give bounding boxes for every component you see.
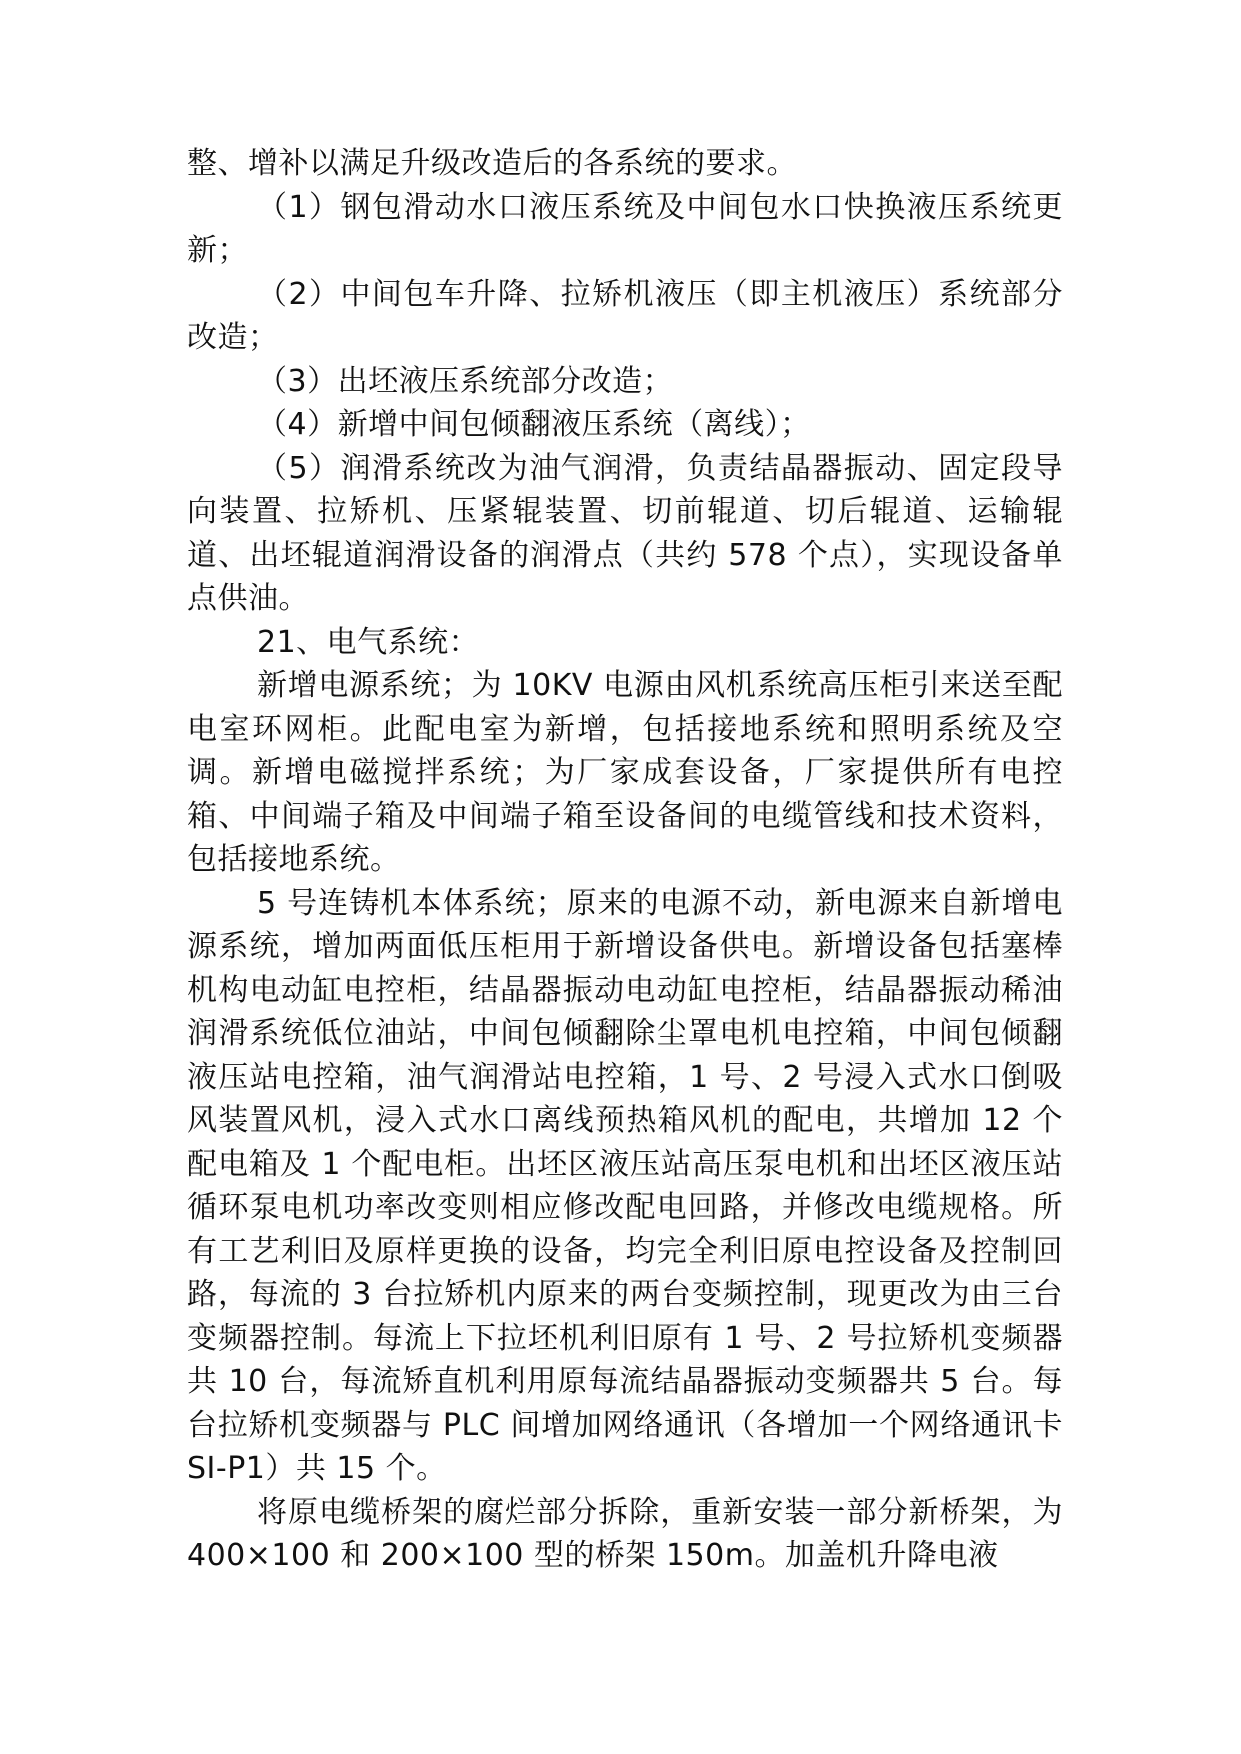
paragraph-power-system: 新增电源系统；为 10KV 电源由风机系统高压柜引来送至配电室环网柜。此配电室为新增，包括接地系统和照明系统及空调。新增电磁搅拌系统；为厂家成套设备，厂家提供所有电控箱、中间端子箱及中间端子箱至设备间的电缆管线和技术资料，包括接地系统。 bbox=[187, 668, 1063, 877]
paragraph-item-2: （2）中间包车升降、拉矫机液压（即主机液压）系统部分改造； bbox=[187, 276, 1063, 355]
paragraph-item-4: （4）新增中间包倾翻液压系统（离线）； bbox=[257, 407, 811, 442]
paragraph-item-1: （1）钢包滑动水口液压系统及中间包水口快换液压系统更新； bbox=[187, 189, 1063, 268]
paragraph-item-5: （5）润滑系统改为油气润滑，负责结晶器振动、固定段导向装置、拉矫机、压紧辊装置、切前辊道、切后辊道、运输辊道、出坯辊道润滑设备的润滑点（共约 578 个点），实现设备单点供油。 bbox=[187, 450, 1063, 616]
paragraph-item-3: （3）出坯液压系统部分改造； bbox=[257, 363, 674, 399]
paragraph-cable-tray: 将原电缆桥架的腐烂部分拆除，重新安装一部分新桥架，为 400×100 和 200×100 型的桥架 150m。加盖机升降电液 bbox=[187, 1494, 1063, 1573]
section-heading-electrical: 21、电气系统： bbox=[257, 624, 480, 660]
document-page bbox=[187, 142, 1063, 1578]
paragraph-caster-system: 5 号连铸机本体系统；原来的电源不动，新电源来自新增电源系统，增加两面低压柜用于新增设备供电。新增设备包括塞棒机构电动缸电控柜，结晶器振动电动缸电控柜，结晶器振动稀油润滑系统低位油站，中间包倾翻除尘罩电机电控箱，中间包倾翻液压站电控箱，油气润滑站电控箱，1 号、2 号浸入式水口倒吸风装置风机，浸入式水口离线预热箱风机的配电，共增加 12 个配电箱及 1 个配电柜。出坯区液压站高压泵电机和出坯区液压站循环泵电机功率改变则相应修改配电回路，并修改电缆规格。所有工艺利旧及原样更换的设备，均完全利旧原电控设备及控制回路，每流的 3 台拉矫机内原来的两台变频控制，现更改为由三台变频器控制。每流上下拉坯机利旧原有 1 号、2 号拉矫机变频器共 10 台，每流矫直机利用原每流结晶器振动变频器共 5 台。每台拉矫机变频器与 PLC 间增加网络通讯（各增加一个网络通讯卡 SI-P1）共 15 个。 bbox=[187, 885, 1063, 1486]
paragraph-continuation: 整、增补以满足升级改造后的各系统的要求。 bbox=[187, 146, 797, 181]
